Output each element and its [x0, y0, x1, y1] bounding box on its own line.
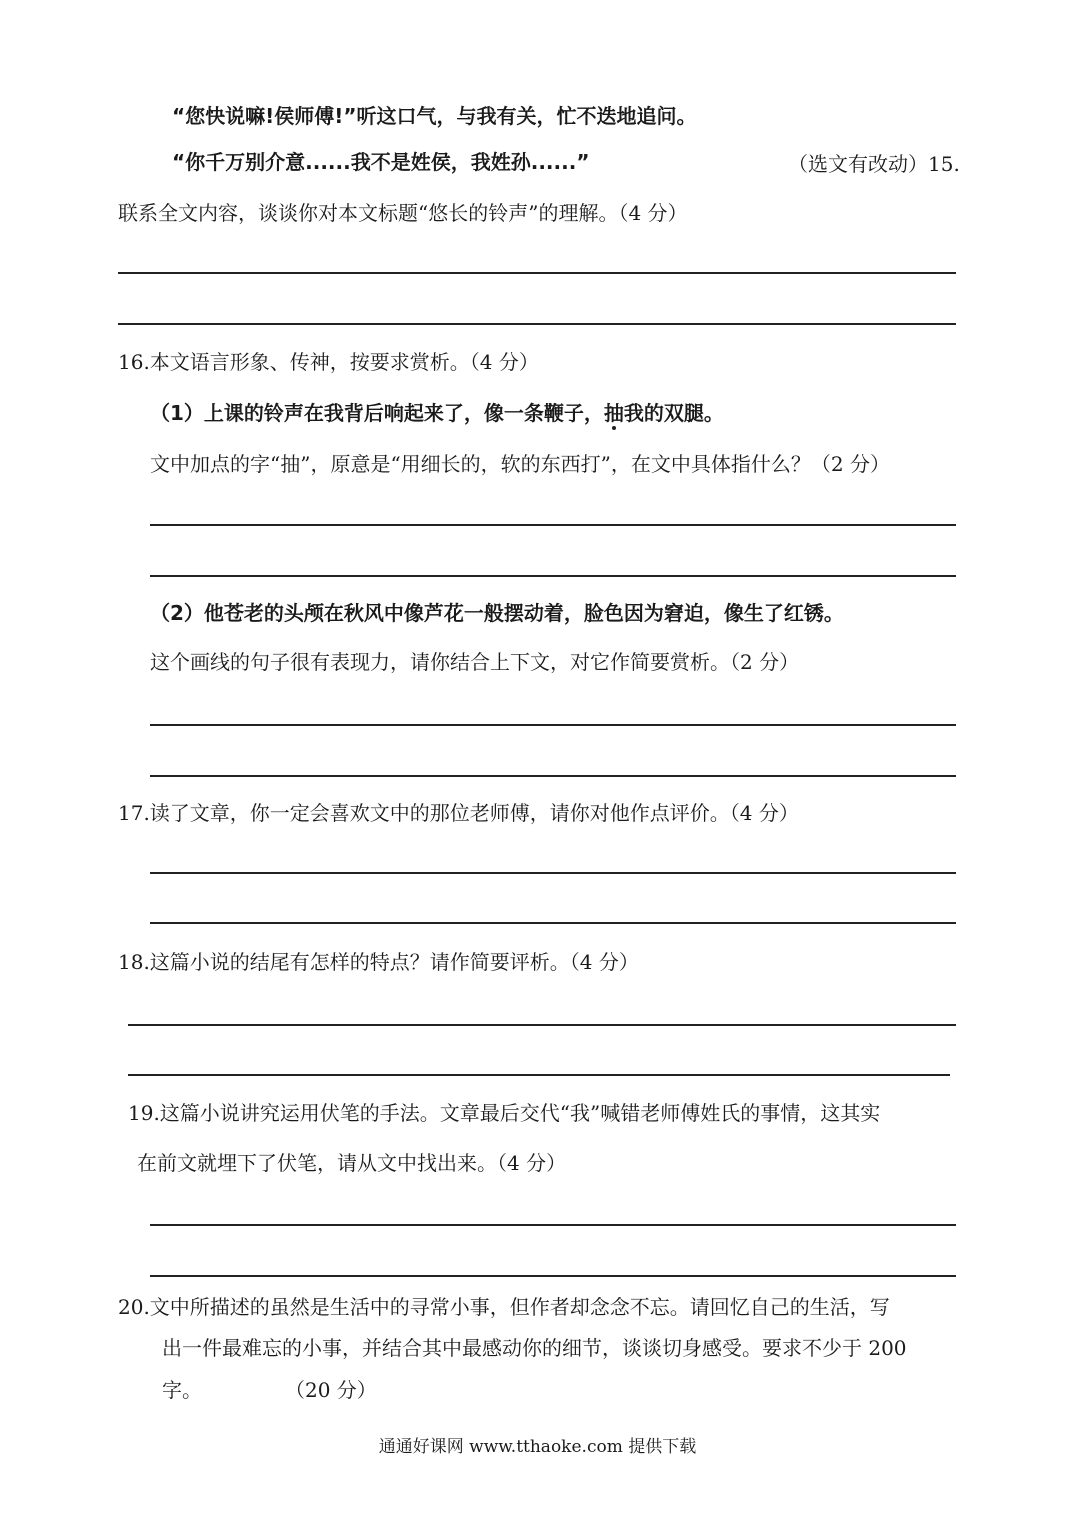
passage-line-2: “你千万别介意......我不是姓侯，我姓孙......”	[172, 150, 590, 174]
answer-line[interactable]	[118, 323, 956, 325]
answer-line[interactable]	[128, 1074, 950, 1076]
answer-line[interactable]	[150, 724, 956, 726]
question-18: 18.这篇小说的结尾有怎样的特点？请作简要评析。（4 分）	[118, 950, 639, 974]
answer-line[interactable]	[118, 272, 956, 274]
q16-sentence-1	[150, 401, 724, 425]
question-20-line-3: 字。	[162, 1378, 202, 1402]
q16-sub-question-1: 文中加点的字“抽”，原意是“用细长的，软的东西打”，在文中具体指什么？（2 分）	[150, 452, 890, 476]
question-19-line-2: 在前文就埋下了伏笔，请从文中找出来。（4 分）	[137, 1151, 567, 1175]
answer-line[interactable]	[150, 872, 956, 874]
answer-line[interactable]	[150, 1224, 956, 1226]
question-20-line-1: 20.文中所描述的虽然是生活中的寻常小事，但作者却念念不忘。请回忆自己的生活，写	[118, 1295, 890, 1319]
q16-sentence-1-post: 我的双腿。	[623, 401, 724, 425]
q16-sub-question-2: 这个画线的句子很有表现力，请你结合上下文，对它作简要赏析。（2 分）	[150, 650, 800, 674]
question-20-score: （20 分）	[285, 1378, 377, 1402]
question-19-line-1: 19.这篇小说讲究运用伏笔的手法。文章最后交代“我”喊错老师傅姓氏的事情，这其实	[128, 1101, 881, 1125]
page-footer: 通通好课网 www.tthaoke.com 提供下载	[378, 1437, 697, 1457]
answer-line[interactable]	[150, 775, 956, 777]
question-16: 16.本文语言形象、传神，按要求赏析。（4 分）	[118, 350, 539, 374]
question-15: 联系全文内容，谈谈你对本文标题“悠长的铃声”的理解。（4 分）	[118, 201, 688, 225]
answer-line[interactable]	[150, 575, 956, 577]
source-note: （选文有改动）15.	[788, 152, 960, 176]
answer-line[interactable]	[150, 1275, 956, 1277]
answer-line[interactable]	[150, 922, 956, 924]
question-20-line-2: 出一件最难忘的小事，并结合其中最感动你的细节，谈谈切身感受。要求不少于 200	[162, 1336, 907, 1360]
question-17: 17.读了文章，你一定会喜欢文中的那位老师傅，请你对他作点评价。（4 分）	[118, 801, 799, 825]
answer-line[interactable]	[128, 1024, 956, 1026]
passage-line-1: “您快说嘛!侯师傅!”听这口气，与我有关，忙不迭地追问。	[172, 104, 697, 128]
q16-sentence-2: （2）他苍老的头颅在秋风中像芦花一般摆动着，脸色因为窘迫，像生了红锈。	[150, 601, 844, 625]
q16-sentence-1-pre: （1）上课的铃声在我背后响起来了，像一条鞭子，	[150, 401, 604, 425]
answer-line[interactable]	[150, 524, 956, 526]
dotted-character: 抽	[603, 401, 624, 425]
